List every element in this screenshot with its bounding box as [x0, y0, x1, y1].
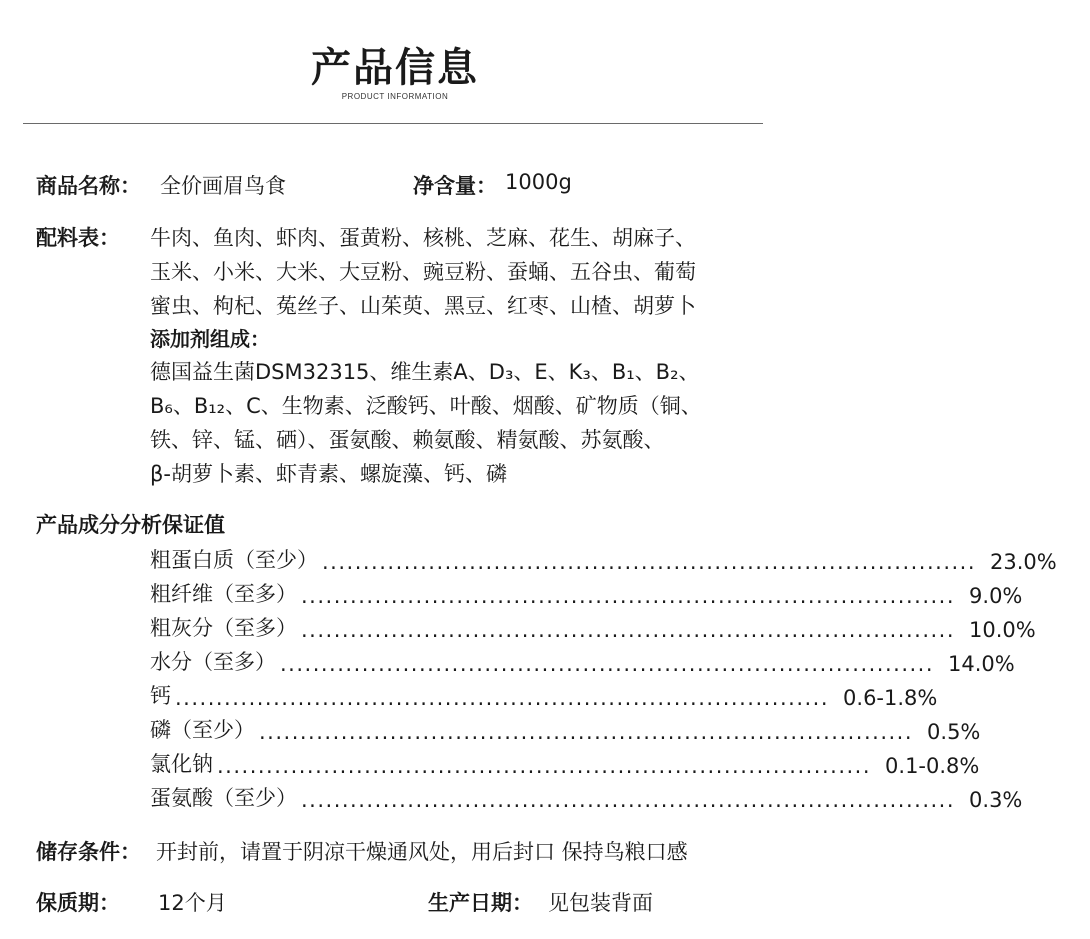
production-date-label: 生产日期： — [428, 891, 533, 915]
dot-leader: ................................................................................ — [175, 686, 830, 710]
additives-line: B₆、B₁₂、C、生物素、泛酸钙、叶酸、烟酸、矿物质（铜、 — [150, 394, 702, 418]
dot-leader: ................................................................................ — [301, 584, 956, 608]
nutrient-name: 磷（至少） — [150, 718, 255, 742]
nutrient-value: 23.0% — [990, 550, 1057, 574]
dot-leader: ................................................................................ — [301, 618, 956, 642]
ingredients-line: 蜜虫、枸杞、菟丝子、山茱萸、黑豆、红枣、山楂、胡萝卜 — [150, 294, 696, 318]
net-weight-value: 1000g — [505, 170, 572, 194]
nutrient-name: 水分（至多） — [150, 650, 276, 674]
nutrient-name: 氯化钠 — [150, 752, 213, 776]
nutrient-name: 粗灰分（至多） — [150, 616, 297, 640]
nutrition-row — [150, 750, 980, 778]
nutrition-row — [150, 682, 938, 710]
dot-leader: ................................................................................ — [301, 788, 956, 812]
nutrition-row — [150, 546, 1057, 574]
storage-label: 储存条件： — [36, 840, 141, 864]
additives-line: β-胡萝卜素、虾青素、螺旋藻、钙、磷 — [150, 462, 507, 486]
nutrient-name: 粗蛋白质（至少） — [150, 548, 318, 572]
page-subtitle: PRODUCT INFORMATION — [341, 92, 449, 101]
product-name-value: 全价画眉鸟食 — [160, 174, 286, 198]
nutrient-name: 粗纤维（至多） — [150, 582, 297, 606]
nutrition-row — [150, 716, 981, 744]
ingredients-label: 配料表： — [36, 226, 120, 250]
ingredients-line: 玉米、小米、大米、大豆粉、豌豆粉、蚕蛹、五谷虫、葡萄 — [150, 260, 696, 284]
nutrition-row — [150, 580, 1023, 608]
page-title: 产品信息 — [311, 45, 479, 91]
nutrition-row — [150, 648, 1015, 676]
additives-line: 德国益生菌DSM32315、维生素A、D₃、E、K₃、B₁、B₂、 — [150, 360, 700, 384]
net-weight-label: 净含量： — [413, 174, 497, 198]
nutrient-value: 9.0% — [969, 584, 1023, 608]
shelf-life-value: 12个月 — [158, 891, 227, 915]
ingredients-line: 牛肉、鱼肉、虾肉、蛋黄粉、核桃、芝麻、花生、胡麻子、 — [150, 226, 696, 250]
shelf-life-label: 保质期： — [36, 891, 120, 915]
nutrient-name: 钙 — [150, 684, 171, 708]
additives-label: 添加剂组成： — [150, 327, 270, 351]
product-name-label: 商品名称： — [36, 174, 141, 198]
dot-leader: ................................................................................ — [217, 754, 872, 778]
dot-leader: ................................................................................ — [322, 550, 977, 574]
nutrient-value: 14.0% — [948, 652, 1015, 676]
nutrient-value: 0.5% — [927, 720, 981, 744]
nutrient-value: 10.0% — [969, 618, 1036, 642]
nutrition-row — [150, 614, 1036, 642]
dot-leader: ................................................................................ — [280, 652, 935, 676]
production-date-value: 见包装背面 — [548, 891, 653, 915]
nutrient-value: 0.6-1.8% — [843, 686, 938, 710]
nutrient-value: 0.3% — [969, 788, 1023, 812]
nutrition-row — [150, 784, 1023, 812]
header-divider — [23, 123, 763, 124]
storage-value: 开封前，请置于阴凉干燥通风处，用后封口 保持鸟粮口感 — [156, 840, 688, 864]
dot-leader: ................................................................................ — [259, 720, 914, 744]
nutrient-name: 蛋氨酸（至少） — [150, 786, 297, 810]
nutrition-heading: 产品成分分析保证值 — [36, 513, 225, 537]
additives-line: 铁、锌、锰、硒）、蛋氨酸、赖氨酸、精氨酸、苏氨酸、 — [150, 428, 665, 452]
nutrient-value: 0.1-0.8% — [885, 754, 980, 778]
